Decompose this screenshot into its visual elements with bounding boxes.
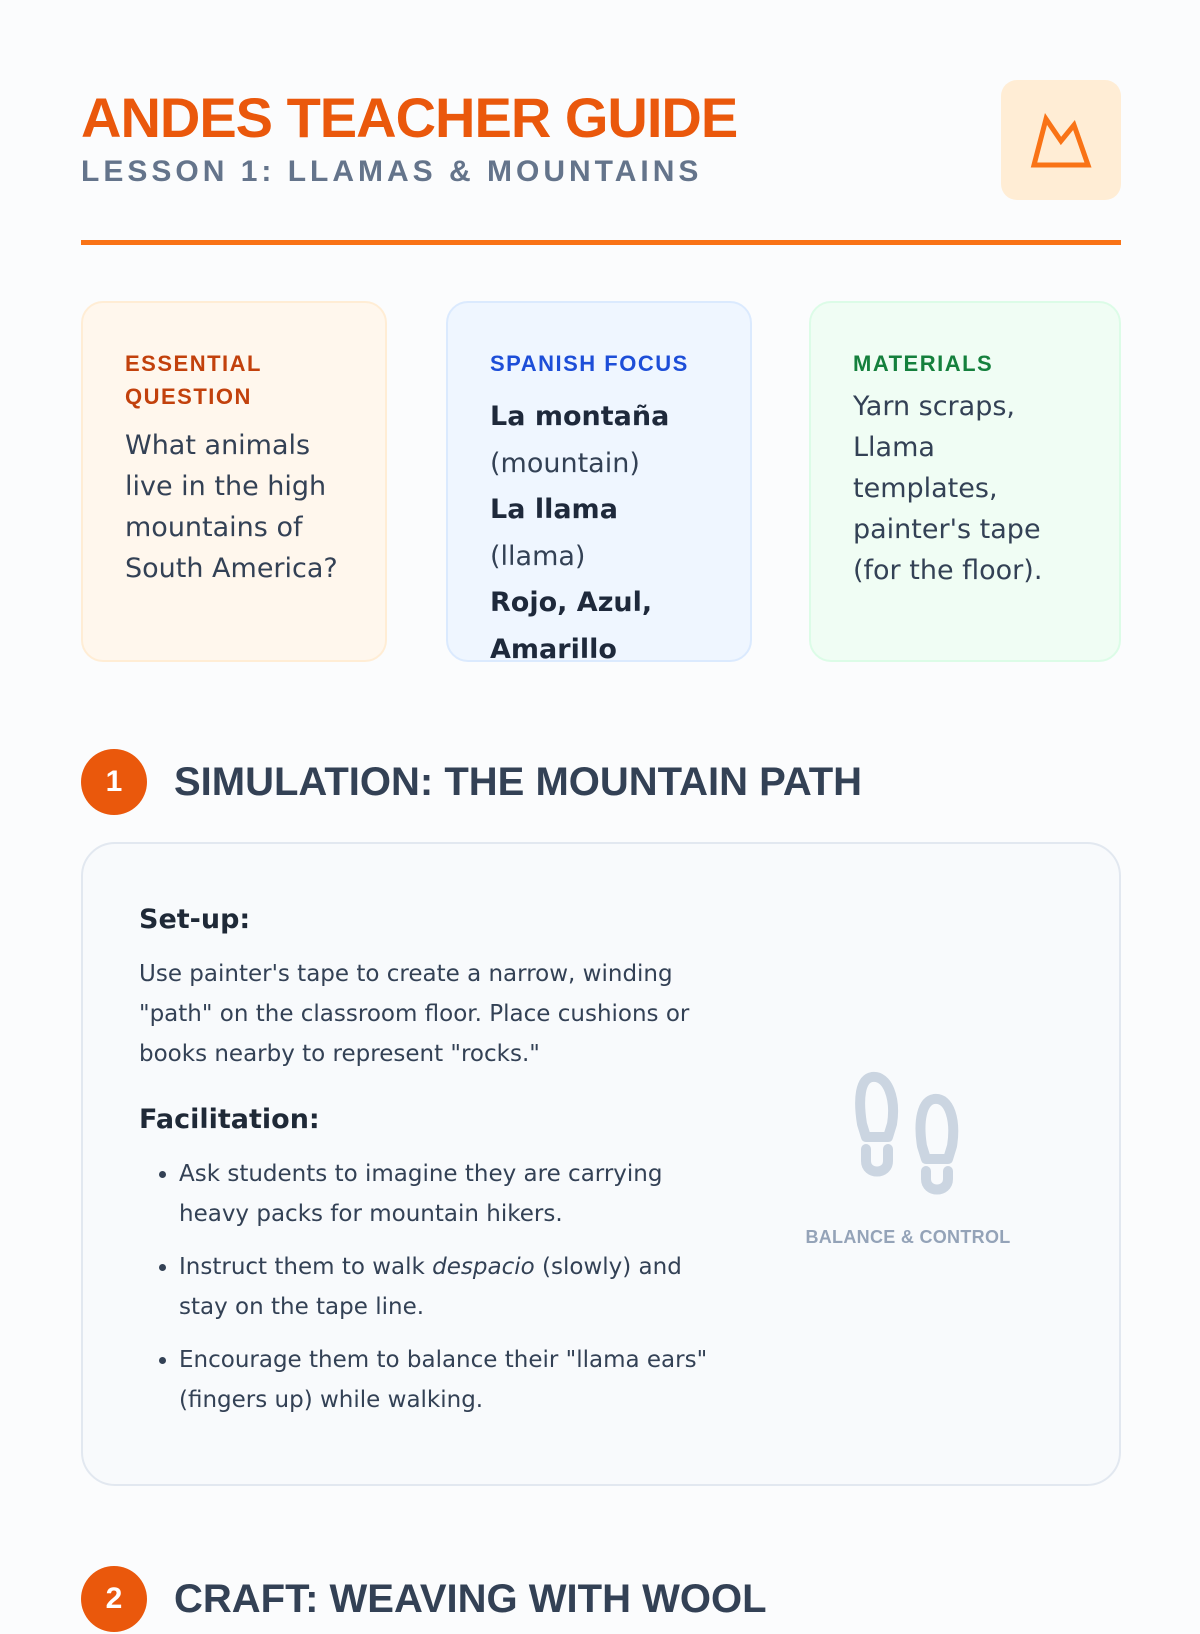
setup-text: Use painter's tape to create a narrow, winding "path" on the classroom floor. Place cushions or books nearby to represent "rocks." [139, 961, 690, 1067]
vocab-item: La montaña (mountain) [490, 401, 670, 479]
activity-panel [81, 842, 1121, 1486]
list-item: • Instruct them to walk despacio (slowly) and stay on the tape line. [179, 1247, 709, 1327]
lesson-subtitle: LESSON 1: LLAMAS & MOUNTAINS [81, 155, 703, 188]
mountain-icon [1030, 111, 1092, 169]
activity-illustration [783, 1069, 1033, 1248]
vocab-item: La llama (llama) [490, 494, 618, 572]
essential-question-card [81, 301, 387, 662]
facilitation-list [139, 1154, 709, 1420]
section-number-badge: 2 [81, 1566, 147, 1632]
activity-instructions [139, 902, 709, 1433]
section-number-badge: 1 [81, 749, 147, 815]
footprints-icon [848, 1069, 968, 1199]
illustration-caption: BALANCE & CONTROL [805, 1227, 1011, 1247]
setup-heading: Set-up: [139, 904, 251, 935]
page-header [81, 86, 1121, 204]
page-title: ANDES TEACHER GUIDE [81, 86, 738, 149]
teacher-guide-page [81, 0, 1121, 1621]
spanish-focus-card [446, 301, 752, 665]
section-heading [81, 1566, 1121, 1634]
section-title: SIMULATION: THE MOUNTAIN PATH [174, 760, 863, 804]
section-heading [81, 749, 1121, 817]
header-divider [81, 240, 1121, 245]
list-item: • Encourage them to balance their "llama ears" (fingers up) while walking. [179, 1340, 709, 1420]
materials-label: MATERIALS [853, 351, 994, 376]
essential-question-text: What animals live in the high mountains of South America? [125, 430, 338, 584]
vocab-item: Rojo, Azul, Amarillo [490, 587, 653, 665]
spanish-vocabulary [490, 394, 710, 673]
section-title: CRAFT: WEAVING WITH WOOL [174, 1577, 767, 1621]
list-item: • Ask students to imagine they are carrying heavy packs for mountain hikers. [179, 1154, 709, 1234]
logo-badge [1001, 80, 1121, 200]
lesson-info-cards [81, 301, 1121, 666]
essential-question-label: ESSENTIAL QUESTION [125, 351, 262, 409]
materials-text: Yarn scraps, Llama templates, painter's tape (for the floor). [853, 391, 1043, 586]
spanish-focus-label: SPANISH FOCUS [490, 351, 689, 376]
facilitation-heading: Facilitation: [139, 1104, 320, 1135]
materials-card [809, 301, 1121, 662]
